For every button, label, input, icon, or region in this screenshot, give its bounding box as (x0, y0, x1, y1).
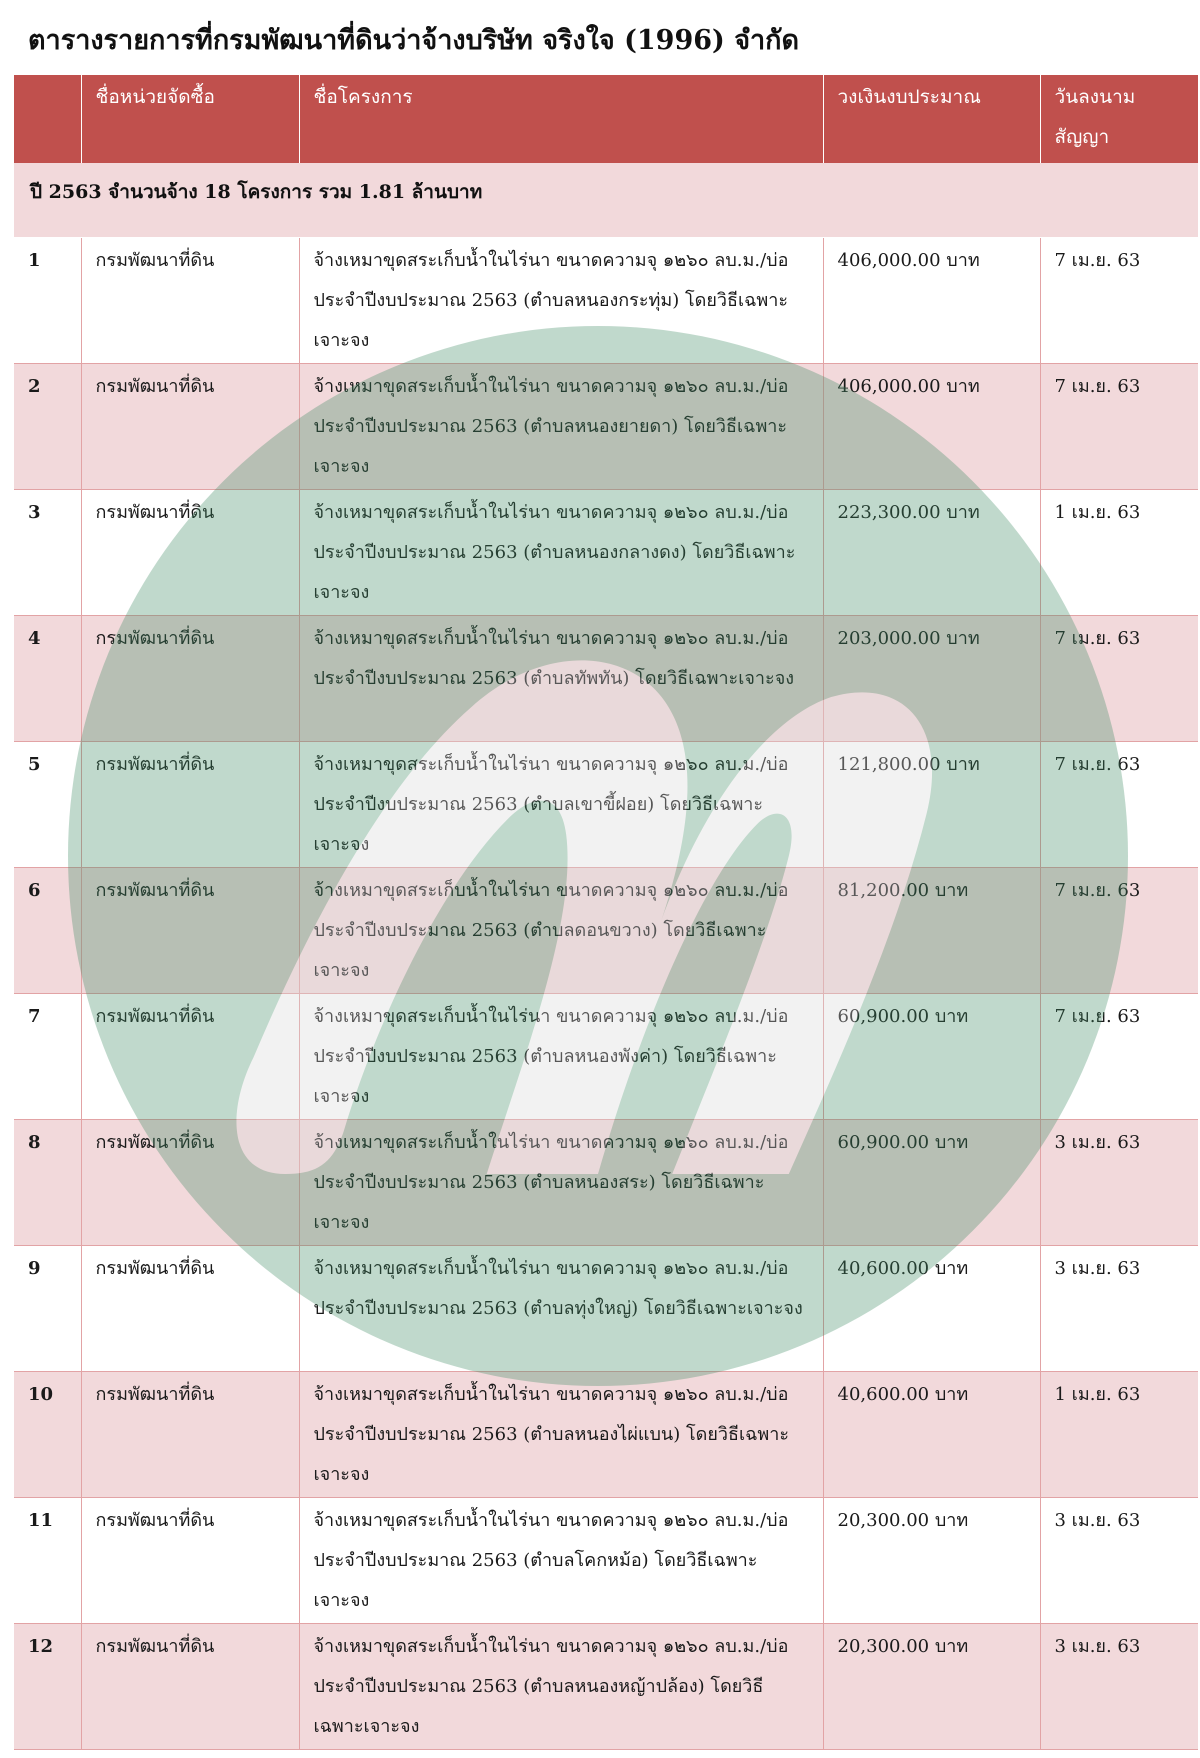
table-row (14, 1371, 1198, 1497)
cell-budget: 203,000.00 บาท (823, 615, 1040, 741)
cell-project: จ้างเหมาขุดสระเก็บน้ำในไร่นา ขนาดความจุ ๑๒๖๐ ลบ.ม./บ่อ ประจำปีงบประมาณ 2563 (ตำบลโคกหม้อ) โดยวิธีเฉพาะเจาะจง (299, 1497, 823, 1623)
cell-budget: 406,000.00 บาท (823, 363, 1040, 489)
cell-unit: กรมพัฒนาที่ดิน (81, 1623, 299, 1749)
cell-date: 3 เม.ย. 63 (1040, 1623, 1198, 1749)
cell-unit: กรมพัฒนาที่ดิน (81, 363, 299, 489)
cell-date: 7 เม.ย. 63 (1040, 741, 1198, 867)
table-row (14, 363, 1198, 489)
cell-date: 7 เม.ย. 63 (1040, 993, 1198, 1119)
cell-no: 5 (14, 741, 81, 867)
cell-project: จ้างเหมาขุดสระเก็บน้ำในไร่นา ขนาดความจุ ๑๒๖๐ ลบ.ม./บ่อ ประจำปีงบประมาณ 2563 (ตำบลดอนขวาง) โดยวิธีเฉพาะเจาะจง (299, 867, 823, 993)
cell-unit: กรมพัฒนาที่ดิน (81, 237, 299, 363)
cell-unit: กรมพัฒนาที่ดิน (81, 867, 299, 993)
table-row (14, 741, 1198, 867)
table-row (14, 1623, 1198, 1749)
cell-no: 1 (14, 237, 81, 363)
cell-unit: กรมพัฒนาที่ดิน (81, 993, 299, 1119)
cell-budget: 81,200.00 บาท (823, 867, 1040, 993)
table-row (14, 1497, 1198, 1623)
table-row (14, 237, 1198, 363)
cell-unit: กรมพัฒนาที่ดิน (81, 1119, 299, 1245)
table-header (14, 75, 1198, 163)
table-summary (14, 163, 1198, 237)
cell-unit: กรมพัฒนาที่ดิน (81, 489, 299, 615)
cell-unit: กรมพัฒนาที่ดิน (81, 1497, 299, 1623)
year-summary-text: ปี 2563 จำนวนจ้าง 18 โครงการ รวม 1.81 ล้านบาท (14, 163, 1198, 237)
cell-no: 9 (14, 1245, 81, 1371)
cell-project: จ้างเหมาขุดสระเก็บน้ำในไร่นา ขนาดความจุ ๑๒๖๐ ลบ.ม./บ่อ ประจำปีงบประมาณ 2563 (ตำบลหนองสระ) โดยวิธีเฉพาะเจาะจง (299, 1119, 823, 1245)
cell-budget: 60,900.00 บาท (823, 993, 1040, 1119)
cell-budget: 40,600.00 บาท (823, 1371, 1040, 1497)
cell-budget: 20,300.00 บาท (823, 1497, 1040, 1623)
cell-project: จ้างเหมาขุดสระเก็บน้ำในไร่นา ขนาดความจุ ๑๒๖๐ ลบ.ม./บ่อ ประจำปีงบประมาณ 2563 (ตำบลหนองไผ่แบน) โดยวิธีเฉพาะเจาะจง (299, 1371, 823, 1497)
cell-date: 7 เม.ย. 63 (1040, 615, 1198, 741)
table-row (14, 489, 1198, 615)
table-row (14, 615, 1198, 741)
cell-no: 3 (14, 489, 81, 615)
header-no (14, 75, 81, 163)
cell-budget: 223,300.00 บาท (823, 489, 1040, 615)
cell-project: จ้างเหมาขุดสระเก็บน้ำในไร่นา ขนาดความจุ ๑๒๖๐ ลบ.ม./บ่อ ประจำปีงบประมาณ 2563 (ตำบลหนองพังค่า) โดยวิธีเฉพาะเจาะจง (299, 993, 823, 1119)
cell-project: จ้างเหมาขุดสระเก็บน้ำในไร่นา ขนาดความจุ ๑๒๖๐ ลบ.ม./บ่อ ประจำปีงบประมาณ 2563 (ตำบลหนองหญ้าปล้อง) โดยวิธีเฉพาะเจาะจง (299, 1623, 823, 1749)
cell-date: 3 เม.ย. 63 (1040, 1245, 1198, 1371)
table-row (14, 993, 1198, 1119)
cell-budget: 406,000.00 บาท (823, 237, 1040, 363)
cell-date: 7 เม.ย. 63 (1040, 237, 1198, 363)
cell-unit: กรมพัฒนาที่ดิน (81, 1371, 299, 1497)
cell-budget: 20,300.00 บาท (823, 1623, 1040, 1749)
cell-date: 3 เม.ย. 63 (1040, 1119, 1198, 1245)
cell-project: จ้างเหมาขุดสระเก็บน้ำในไร่นา ขนาดความจุ ๑๒๖๐ ลบ.ม./บ่อ ประจำปีงบประมาณ 2563 (ตำบลทุ่งใหญ่) โดยวิธีเฉพาะเจาะจง (299, 1245, 823, 1371)
header-unit: ชื่อหน่วยจัดซื้อ (81, 75, 299, 163)
cell-project: จ้างเหมาขุดสระเก็บน้ำในไร่นา ขนาดความจุ ๑๒๖๐ ลบ.ม./บ่อ ประจำปีงบประมาณ 2563 (ตำบลหนองยายดา) โดยวิธีเฉพาะเจาะจง (299, 363, 823, 489)
cell-no: 2 (14, 363, 81, 489)
procurement-table-container (14, 75, 1198, 1750)
cell-budget: 60,900.00 บาท (823, 1119, 1040, 1245)
cell-project: จ้างเหมาขุดสระเก็บน้ำในไร่นา ขนาดความจุ ๑๒๖๐ ลบ.ม./บ่อ ประจำปีงบประมาณ 2563 (ตำบลหนองกลางดง) โดยวิธีเฉพาะเจาะจง (299, 489, 823, 615)
cell-unit: กรมพัฒนาที่ดิน (81, 741, 299, 867)
header-date-line2: สัญญา (1054, 126, 1110, 148)
procurement-table (14, 75, 1198, 1750)
cell-no: 7 (14, 993, 81, 1119)
header-row (14, 75, 1198, 163)
cell-no: 10 (14, 1371, 81, 1497)
cell-no: 4 (14, 615, 81, 741)
cell-unit: กรมพัฒนาที่ดิน (81, 615, 299, 741)
cell-no: 8 (14, 1119, 81, 1245)
header-date-line1: วันลงนาม (1054, 86, 1136, 108)
cell-date: 7 เม.ย. 63 (1040, 867, 1198, 993)
cell-budget: 40,600.00 บาท (823, 1245, 1040, 1371)
cell-date: 1 เม.ย. 63 (1040, 1371, 1198, 1497)
table-body (14, 237, 1198, 1749)
header-date (1040, 75, 1198, 163)
header-budget: วงเงินงบประมาณ (823, 75, 1040, 163)
year-summary-row (14, 163, 1198, 237)
cell-date: 7 เม.ย. 63 (1040, 363, 1198, 489)
cell-budget: 121,800.00 บาท (823, 741, 1040, 867)
cell-project: จ้างเหมาขุดสระเก็บน้ำในไร่นา ขนาดความจุ ๑๒๖๐ ลบ.ม./บ่อ ประจำปีงบประมาณ 2563 (ตำบลเขาขี้ฝอย) โดยวิธีเฉพาะเจาะจง (299, 741, 823, 867)
cell-no: 6 (14, 867, 81, 993)
cell-date: 3 เม.ย. 63 (1040, 1497, 1198, 1623)
cell-project: จ้างเหมาขุดสระเก็บน้ำในไร่นา ขนาดความจุ ๑๒๖๐ ลบ.ม./บ่อ ประจำปีงบประมาณ 2563 (ตำบลหนองกระทุ่ม) โดยวิธีเฉพาะเจาะจง (299, 237, 823, 363)
cell-project: จ้างเหมาขุดสระเก็บน้ำในไร่นา ขนาดความจุ ๑๒๖๐ ลบ.ม./บ่อ ประจำปีงบประมาณ 2563 (ตำบลทัพทัน) โดยวิธีเฉพาะเจาะจง (299, 615, 823, 741)
table-row (14, 867, 1198, 993)
table-row (14, 1119, 1198, 1245)
cell-unit: กรมพัฒนาที่ดิน (81, 1245, 299, 1371)
header-project: ชื่อโครงการ (299, 75, 823, 163)
cell-no: 12 (14, 1623, 81, 1749)
cell-no: 11 (14, 1497, 81, 1623)
table-row (14, 1245, 1198, 1371)
document-title: ตารางรายการที่กรมพัฒนาที่ดินว่าจ้างบริษัท จริงใจ (1996) จำกัด (28, 25, 800, 56)
cell-date: 1 เม.ย. 63 (1040, 489, 1198, 615)
